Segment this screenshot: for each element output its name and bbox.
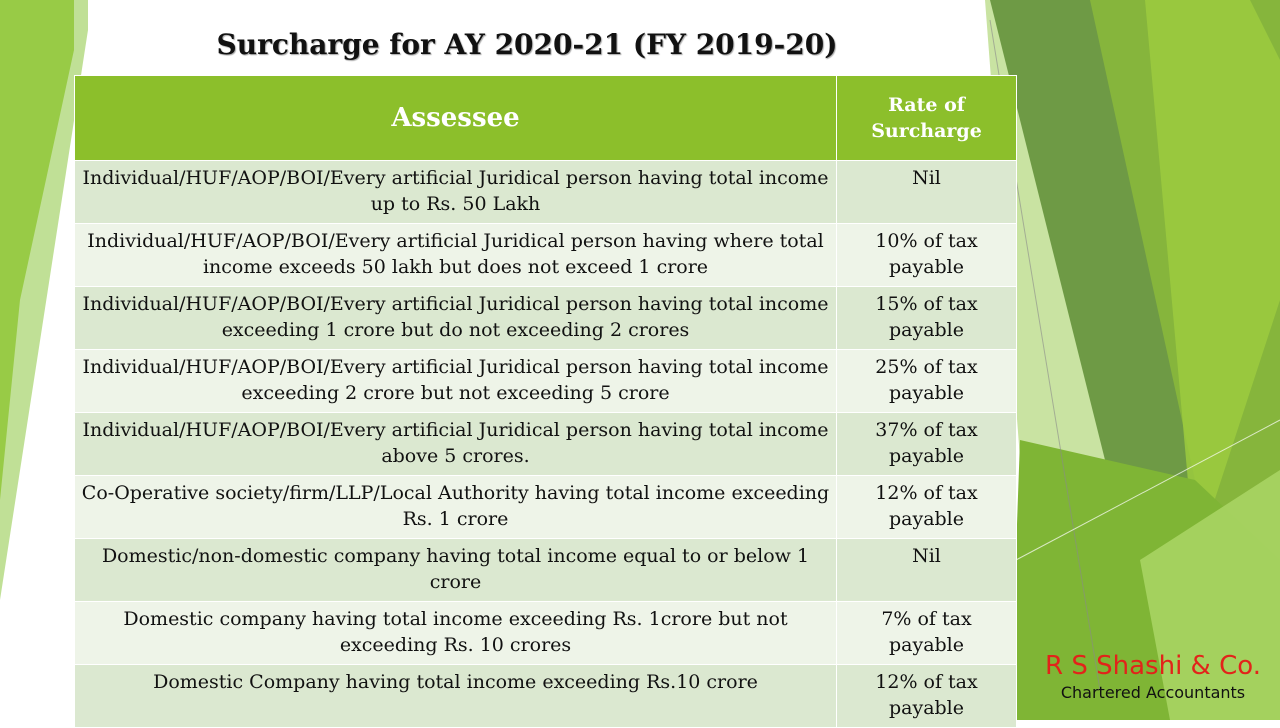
table-row [75, 350, 1017, 413]
firm-branding [1028, 648, 1278, 702]
table-row [75, 665, 1017, 728]
rate-cell: 12% of tax payable [837, 665, 1017, 728]
assessee-cell: Individual/HUF/AOP/BOI/Every artificial Juridical person having total income exceeding 1 crore but do not exceeding 2 crores [75, 287, 837, 350]
table-row [75, 539, 1017, 602]
assessee-cell: Domestic/non-domestic company having total income equal to or below 1 crore [75, 539, 837, 602]
rate-cell: 37% of tax payable [837, 413, 1017, 476]
assessee-cell: Individual/HUF/AOP/BOI/Every artificial Juridical person having total income up to Rs. 50 Lakh [75, 161, 837, 224]
slide-title: Surcharge for AY 2020-21 (FY 2019-20) [216, 28, 838, 61]
rate-cell: Nil [837, 161, 1017, 224]
assessee-cell: Individual/HUF/AOP/BOI/Every artificial Juridical person having total income exceeding 2 crore but not exceeding 5 crore [75, 350, 837, 413]
rate-cell: Nil [837, 539, 1017, 602]
rate-cell: 10% of tax payable [837, 224, 1017, 287]
table-row [75, 161, 1017, 224]
table-header-row [75, 76, 1017, 161]
assessee-cell: Co-Operative society/firm/LLP/Local Authority having total income exceeding Rs. 1 crore [75, 476, 837, 539]
header-rate-of-surcharge: Rate of Surcharge [837, 76, 1017, 161]
rate-cell: 15% of tax payable [837, 287, 1017, 350]
table-row [75, 476, 1017, 539]
assessee-cell: Individual/HUF/AOP/BOI/Every artificial Juridical person having where total income exceeds 50 lakh but does not exceed 1 crore [75, 224, 837, 287]
rate-cell: 7% of tax payable [837, 602, 1017, 665]
rate-cell: 12% of tax payable [837, 476, 1017, 539]
header-assessee: Assessee [75, 76, 837, 161]
table-body [75, 161, 1017, 728]
assessee-cell: Domestic Company having total income exceeding Rs.10 crore [75, 665, 837, 728]
table-row [75, 413, 1017, 476]
assessee-cell: Domestic company having total income exceeding Rs. 1crore but not exceeding Rs. 10 crores [75, 602, 837, 665]
table-row [75, 602, 1017, 665]
assessee-cell: Individual/HUF/AOP/BOI/Every artificial Juridical person having total income above 5 crores. [75, 413, 837, 476]
rate-cell: 25% of tax payable [837, 350, 1017, 413]
table-row [75, 224, 1017, 287]
firm-name: R S Shashi & Co. [1045, 651, 1261, 681]
surcharge-table [74, 75, 1017, 728]
firm-subtitle: Chartered Accountants [1060, 683, 1246, 702]
table-row [75, 287, 1017, 350]
